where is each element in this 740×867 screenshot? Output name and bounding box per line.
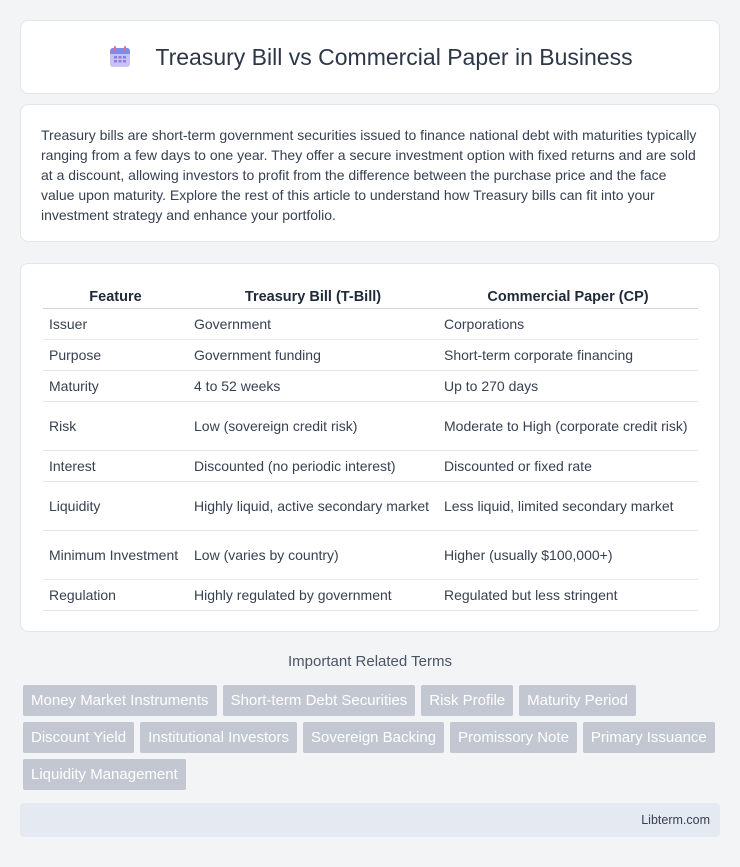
table-header-row [43,284,698,308]
table-cell: Regulated but less stringent [438,579,698,610]
footer [20,803,720,837]
table-cell: Highly liquid, active secondary market [188,481,438,530]
table-row [43,308,698,339]
intro-paragraph: Treasury bills are short-term government securities issued to finance national debt with maturities typically ranging from a few days to one year. They offer a secure investment option with fixed returns and are sold at a discount, allowing investors to profit from the difference between the purchase price and the face value upon maturity. Explore the rest of this article to understand how Treasury bills can fit into your investment strategy and enhance your portfolio. [41,127,697,223]
table-cell: Highly regulated by government [188,579,438,610]
term-tag[interactable]: Institutional Investors [140,722,297,753]
column-header-tbill: Treasury Bill (T-Bill) [188,284,438,308]
table-cell: Short-term corporate financing [438,339,698,370]
term-tag[interactable]: Promissory Note [450,722,577,753]
table-cell: Discounted (no periodic interest) [188,450,438,481]
column-header-cp: Commercial Paper (CP) [438,284,698,308]
table-cell: Up to 270 days [438,370,698,401]
table-cell: Discounted or fixed rate [438,450,698,481]
table-row [43,401,698,450]
table-cell: Moderate to High (corporate credit risk) [438,401,698,450]
table-row [43,339,698,370]
column-header-feature: Feature [43,284,188,308]
page-title: Treasury Bill vs Commercial Paper in Business [155,43,633,70]
table-cell: Minimum Investment [43,530,188,579]
table-cell: Low (varies by country) [188,530,438,579]
table-row [43,530,698,579]
table-cell: Liquidity [43,481,188,530]
table-row [43,370,698,401]
table-cell: Maturity [43,370,188,401]
comparison-table-card [20,263,720,632]
term-tag[interactable]: Liquidity Management [23,759,186,790]
table-cell: Government [188,308,438,339]
related-terms-list [23,685,723,790]
table-cell: 4 to 52 weeks [188,370,438,401]
calendar-icon [107,44,133,70]
table-cell: Less liquid, limited secondary market [438,481,698,530]
table-row [43,481,698,530]
table-row [43,450,698,481]
intro-card [20,104,720,242]
term-tag[interactable]: Short-term Debt Securities [223,685,416,716]
table-cell: Purpose [43,339,188,370]
table-cell: Low (sovereign credit risk) [188,401,438,450]
comparison-table [43,284,698,611]
term-tag[interactable]: Discount Yield [23,722,134,753]
header-card [20,20,720,94]
table-row [43,579,698,610]
table-cell: Higher (usually $100,000+) [438,530,698,579]
footer-site-link[interactable]: Libterm.com [641,813,710,827]
table-cell: Risk [43,401,188,450]
table-cell: Government funding [188,339,438,370]
related-terms-title: Important Related Terms [288,653,452,670]
term-tag[interactable]: Primary Issuance [583,722,715,753]
table-cell: Corporations [438,308,698,339]
term-tag[interactable]: Maturity Period [519,685,636,716]
term-tag[interactable]: Risk Profile [421,685,513,716]
table-cell: Interest [43,450,188,481]
term-tag[interactable]: Sovereign Backing [303,722,444,753]
table-cell: Regulation [43,579,188,610]
term-tag[interactable]: Money Market Instruments [23,685,217,716]
table-cell: Issuer [43,308,188,339]
